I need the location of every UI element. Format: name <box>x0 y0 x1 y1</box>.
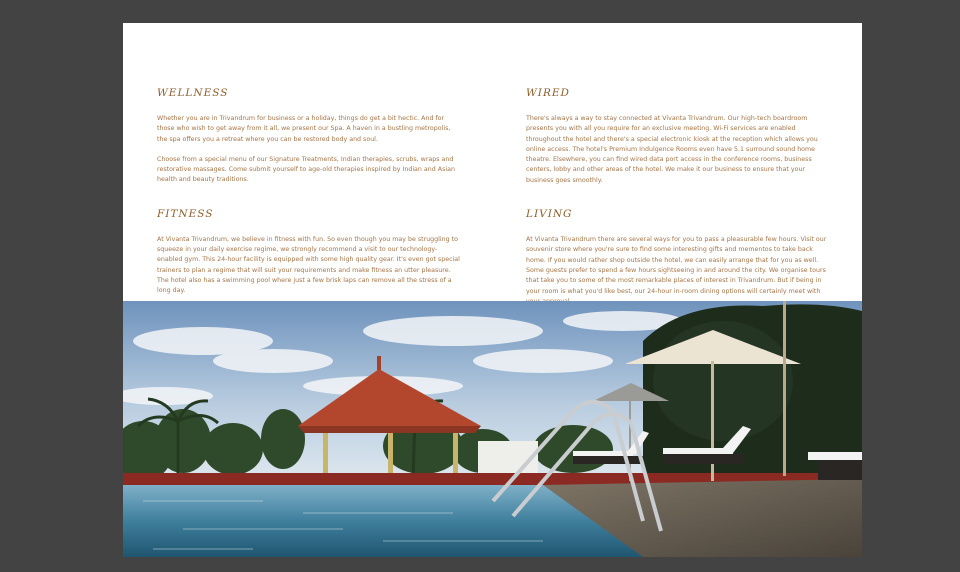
pool-photo <box>123 301 862 557</box>
left-column <box>157 87 462 307</box>
fitness-paragraph: At Vivanta Trivandrum, we believe in fitness with fun. So even though you may be struggling to squeeze in your daily exercise regime, we strongly recommend a visit to our technology-enabled gym. This 24-hour facility is equipped with some high quality gear. It's even got special trainers to plan a regime that will suit your requirements and make fitness an utter pleasure. The hotel also has a swimming pool where just a few brisk laps can remove all the stress of a long day. <box>157 235 460 295</box>
living-paragraph: At Vivanta Trivandrum there are several ways for you to pass a pleasurable few hours. Visit our souvenir store where you're sure to find some interesting gifts and mementos to take back home. If you would rather shop outside the hotel, we can easily arrange that for you as well. Some guests prefer to spend a few hours sightseeing in and around the city. We organise tours that take you to some of the most remarkable places of interest in Trivandrum. But if being in your room is what you'd like best, our 24-hour in-room dining options will certainly meet with <box>526 236 827 295</box>
wellness-heading: WELLNESS <box>157 87 229 99</box>
right-column <box>526 87 831 317</box>
wellness-paragraph-1: Whether you are in Trivandrum for business or a holiday, things do get a bit hectic. And for those who wish to get away from it all, we present our Spa. A haven in a bustling metropolis, the spa offers you a retreat where you can be restored body and soul. <box>157 115 451 143</box>
wired-heading: WIRED <box>526 87 570 99</box>
living-heading: LIVING <box>526 208 573 221</box>
wired-paragraph: There's always a way to stay connected at Vivanta Trivandrum. Our high-tech boardroom presents you with all you require for an exclusive meeting. Wi-Fi services are enabled throughout the hotel and there's a special electronic kiosk at the reception which allows you online access. The hotel's Premium Indulgence Rooms even have 5.1 surround sound home theatre. Elsewhere, you can find wired data port access in the conference rooms, business centers, lobby and other areas of the hotel. We make it our business to ensure that your business goes smoothly. <box>526 115 818 184</box>
wellness-paragraph-2: Choose from a special menu of our Signature Treatments, Indian therapies, scrubs, wraps and restorative massages. Come submit yourself to age-old therapies inspired by Indian and Asian health and beauty traditions. <box>157 155 455 184</box>
fitness-heading: FITNESS <box>157 207 214 220</box>
brochure-spread <box>123 23 862 557</box>
